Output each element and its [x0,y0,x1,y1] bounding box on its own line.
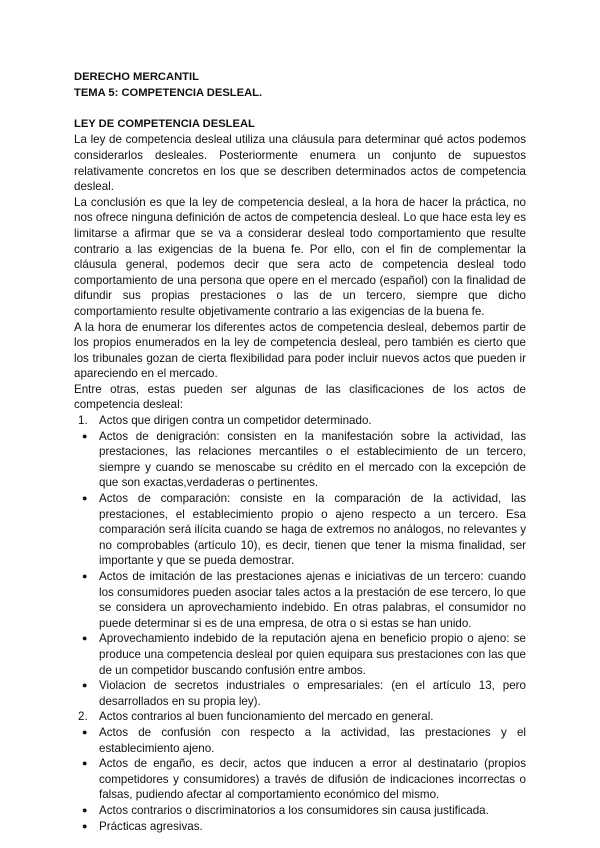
document-page [74,70,526,834]
subject-heading: DERECHO MERCANTIL [74,71,199,83]
bullet-icon: ● [82,430,88,441]
list-item [74,725,526,756]
list-marker: 2. [78,710,88,724]
list-item-text: Actos de confusión con respecto a la actividad, las prestaciones y el establecimiento ajeno. [99,725,526,755]
enumeration-paragraph: A la hora de enumerar los diferentes actos de competencia desleal, debemos partir de los propios enumerados en la ley de competencia desleal, pero también es cierto que los tribunales gozan de cierta flexibilidad para poder incluir nuevos actos que pueden ir apareciendo en el mercado. [74,320,526,381]
classification-list [74,413,526,834]
list-item [74,678,526,709]
bullet-icon: ● [82,726,88,737]
bullet-icon: ● [82,493,88,504]
list-item-text: Actos de comparación: consiste en la comparación de la actividad, las prestaciones, el establecimiento propio o ajeno respecto a un tercero. Esa comparación será ilícita cuando se haga de extremos no análogos, no relevantes y no comprobables (artículo 10), es decir, tienen que tener la misma finalidad, ser importante y que se pueda demostrar. [99,492,526,568]
list-item-text: Aprovechamiento indebido de la reputación ajena en beneficio propio o ajeno: se produce una competencia desleal por quien equipara sus prestaciones con las que de un competidor buscando confusión entre ambos. [99,632,526,677]
topic-heading: TEMA 5: COMPETENCIA DESLEAL. [74,86,263,99]
list-item-text: Actos contrarios o discriminatorios a los consumidores sin causa justificada. [99,803,489,817]
bullet-icon: ● [82,758,88,769]
conclusion-paragraph: La conclusión es que la ley de competencia desleal, a la hora de hacer la práctica, no nos ofrece ninguna definición de actos de competencia desleal. Lo que hace esta ley es limitarse a afirmar que se va a considerar desleal todo comportamiento que resulte contrario a las exigencias de la buena fe. Por ello, con el fin de complementar la cláusula general, podemos decir que sera acto de competencia desleal todo comportamiento de una persona que opere en el mercado (español) con la finalidad de difundir sus propias prestaciones o las de un tercero, siempre que dicho comportamiento resulte objetivamente contrario a las exigencias de la buena fe. [74,195,526,318]
bullet-icon: ● [82,804,88,815]
list-item [74,756,526,803]
bullet-icon: ● [82,820,88,831]
list-item-text: Actos de imitación de las prestaciones ajenas e iniciativas de un tercero: cuando los consumidores pueden asociar tales actos a la prestación de ese tercero, lo que se considera un aprovechamiento indebido. En otras palabras, el consumidor no puede determinar si es de una empresa, de otra o si estas se han unido. [99,570,526,630]
list-item-text: Actos que dirigen contra un competidor determinado. [99,414,372,428]
list-item [74,819,526,835]
list-item [74,413,526,429]
list-item [74,803,526,819]
list-item [74,491,526,569]
list-item [74,429,526,491]
intro-paragraph: La ley de competencia desleal utiliza una cláusula para determinar qué actos podemos considerarlos desleales. Posteriormente enumera un conjunto de supuestos relativamente concretos en los que se describen determinados actos de competencia desleal. [74,133,526,194]
bullet-icon: ● [82,680,88,691]
spacer [74,101,526,117]
list-marker: 1. [78,414,88,428]
bullet-icon: ● [82,571,88,581]
list-item [74,631,526,678]
list-item [74,709,526,725]
list-item-text: Violacion de secretos industriales o empresariales: (en el artículo 13, pero desarrollados en su propia ley). [99,679,526,708]
classification-intro: Entre otras, estas pueden ser algunas de las clasificaciones de los actos de competencia desleal: [74,382,526,412]
list-item-text: Prácticas agresivas. [99,819,203,833]
list-item [74,569,526,631]
list-item-text: Actos contrarios al buen funcionamiento del mercado en general. [99,710,434,724]
section-title: LEY DE COMPETENCIA DESLEAL [74,117,255,130]
list-item-text: Actos de denigración: consisten en la manifestación sobre la actividad, las prestaciones, las relaciones mercantiles o el establecimiento de un tercero, siempre y cuando se menoscabe su crédito en el mercado con la excepción de que son exactas,verdaderas o pertinentes. [99,429,526,490]
bullet-icon: ● [82,633,88,644]
list-item-text: Actos de engaño, es decir, actos que inducen a error al destinatario (propios competidores y consumidores) a través de difusión de indicaciones incorrectas o falsas, pudiendo afectar al comportamiento económico del mismo. [99,757,526,802]
